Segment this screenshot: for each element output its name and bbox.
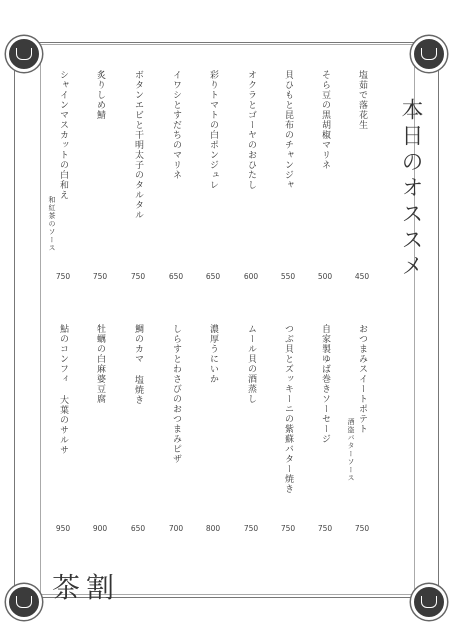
menu-item-price: 800 [205, 524, 221, 533]
menu-item-name: 牡蠣の白麻婆豆腐 [95, 324, 105, 404]
corner-ornament-icon [411, 36, 447, 72]
menu-item-price: 650 [205, 272, 221, 281]
menu-item-price: 750 [280, 524, 296, 533]
menu-item-name: シャインマスカットの白和え [58, 70, 68, 200]
menu-item-note: 酒盗バターソース [347, 418, 355, 482]
menu-item-name: 炙りしめ鯖 [95, 70, 105, 120]
menu-item-price: 900 [92, 524, 108, 533]
menu-item-price: 750 [243, 524, 259, 533]
menu-item-name: しらすとわさびのおつまみピザ [171, 324, 181, 464]
menu-item-name: ボタンエビと干明太子のタルタル [133, 70, 143, 220]
menu-item-price: 750 [92, 272, 108, 281]
menu-item-name: イワシとすだちのマリネ [171, 70, 181, 180]
menu-item-price: 950 [55, 524, 71, 533]
page-title: 本日のオススメ [398, 98, 423, 280]
menu-item-price: 600 [243, 272, 259, 281]
menu-item-price: 700 [168, 524, 184, 533]
menu-item-name: オクラとゴーヤのおひたし [246, 70, 256, 190]
menu-item-name: そら豆の黒胡椒マリネ [320, 70, 330, 170]
menu-item-name: 彩りトマトの白ポンジュレ [208, 70, 218, 190]
menu-item-price: 750 [130, 272, 146, 281]
menu-item-price: 750 [354, 524, 370, 533]
menu-item-note: 和紅茶のソース [48, 196, 56, 252]
corner-ornament-icon [6, 36, 42, 72]
menu-item-price: 450 [354, 272, 370, 281]
menu-item-price: 750 [317, 524, 333, 533]
menu-item-name: ムール貝の酒蒸し [246, 324, 256, 404]
menu-item-price: 500 [317, 272, 333, 281]
brand-logo: 茶割 [52, 571, 121, 604]
menu-item-price: 750 [55, 272, 71, 281]
corner-ornament-icon [411, 584, 447, 620]
menu-item-name: 自家製ゆば巻きソーセージ [320, 324, 330, 444]
menu-item-name: 鮎のコンフィ 大葉のサルサ [58, 324, 68, 455]
menu-item-name: 貝ひもと昆布のチャンジャ [283, 70, 293, 190]
menu-item-name: 塩茹で落花生 [357, 70, 367, 130]
menu-item-name: おつまみスイートポテト [357, 324, 367, 434]
menu-item-name: つぶ貝とズッキーニの紫蘇バター焼き [283, 324, 293, 494]
corner-ornament-icon [6, 584, 42, 620]
menu-item-name: 濃厚うにいか [208, 324, 218, 384]
menu-item-name: 鯛のカマ 塩焼き [133, 324, 143, 405]
menu-item-price: 650 [168, 272, 184, 281]
menu-item-price: 650 [130, 524, 146, 533]
menu-item-price: 550 [280, 272, 296, 281]
